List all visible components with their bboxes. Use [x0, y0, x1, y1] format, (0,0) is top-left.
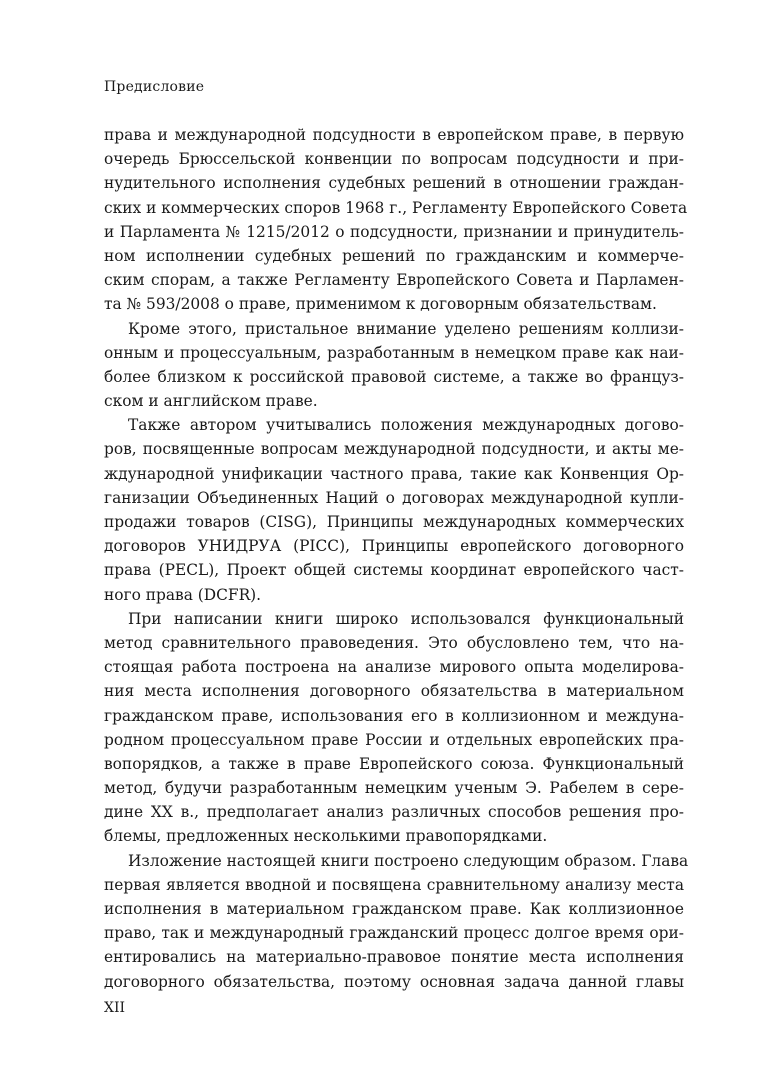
text-line: право, так и международный гражданский процесс долгое время ори-	[104, 924, 684, 943]
text-line: та № 593/2008 о праве, применимом к договорным обязательствам.	[104, 295, 657, 314]
text-line: стоящая работа построена на анализе мирового опыта моделирова-	[104, 658, 684, 677]
text-line: договорного обязательства, поэтому основная задача данной главы	[104, 972, 684, 991]
text-line: Изложение настоящей книги построено следующим образом. Глава	[128, 851, 689, 870]
text-line: При написании книги широко использовался функциональный	[128, 609, 684, 628]
body-text	[104, 123, 689, 994]
paragraph	[104, 849, 689, 994]
text-line: онным и процессуальным, разработанным в немецком праве как наи-	[104, 343, 684, 362]
text-line: блемы, предложенных несколькими правопорядками.	[104, 827, 548, 846]
text-line: первая является вводной и посвящена сравнительному анализу места	[104, 875, 684, 894]
text-line: Также автором учитывались положения международных догово-	[128, 416, 684, 435]
text-line: права (PECL), Проект общей системы координат европейского част-	[104, 561, 684, 580]
paragraph	[104, 123, 688, 317]
text-line: договоров УНИДРУА (PICC), Принципы европейского договорного	[104, 537, 684, 556]
page-number: XII	[104, 1000, 126, 1016]
text-line: ентировались на материально-правовое понятие места исполнения	[104, 948, 684, 967]
running-head: Предисловие	[104, 79, 205, 95]
text-line: нудительного исполнения судебных решений в отношении граждан-	[104, 174, 684, 193]
text-line: ском и английском праве.	[104, 392, 318, 411]
text-line: права и международной подсудности в европейском праве, в первую	[104, 126, 684, 144]
paragraph	[104, 317, 684, 414]
text-line: очередь Брюссельской конвенции по вопросам подсудности и при-	[104, 150, 684, 169]
text-line: метод сравнительного правоведения. Это обусловлено тем, что на-	[104, 633, 684, 652]
text-line: ганизации Объединенных Наций о договорах международной купли-	[104, 488, 684, 507]
text-line: ских и коммерческих споров 1968 г., Регламенту Европейского Совета	[104, 198, 688, 217]
text-line: и Парламента № 1215/2012 о подсудности, признании и принудитель-	[104, 222, 684, 241]
text-line: более близком к российской правовой системе, а также во француз-	[104, 367, 684, 386]
text-line: ским спорам, а также Регламенту Европейского Совета и Парламен-	[104, 271, 684, 290]
text-line: ров, посвященные вопросам международной подсудности, и акты ме-	[104, 440, 684, 459]
text-line: гражданском праве, использования его в коллизионном и междуна-	[104, 706, 684, 725]
text-line: продажи товаров (CISG), Принципы международных коммерческих	[104, 513, 684, 531]
text-line: ном исполнении судебных решений по гражданским и коммерче-	[104, 246, 684, 265]
paragraph	[104, 607, 684, 849]
text-line: метод, будучи разработанным немецким ученым Э. Рабелем в сере-	[104, 779, 684, 798]
text-line: ного права (DCFR).	[104, 585, 262, 604]
paragraph	[104, 413, 684, 607]
text-line: родном процессуальном праве России и отдельных европейских пра-	[104, 730, 684, 749]
text-line: дине XX в., предполагает анализ различных способов решения про-	[104, 803, 684, 822]
text-line: вопорядков, а также в праве Европейского союза. Функциональный	[104, 754, 684, 773]
text-line: ждународной унификации частного права, такие как Конвенция Ор-	[104, 464, 684, 483]
text-line: ния места исполнения договорного обязательства в материальном	[104, 682, 684, 701]
text-line: Кроме этого, пристальное внимание уделено решениям коллизи-	[128, 319, 684, 338]
text-line: исполнения в материальном гражданском праве. Как коллизионное	[104, 900, 684, 918]
